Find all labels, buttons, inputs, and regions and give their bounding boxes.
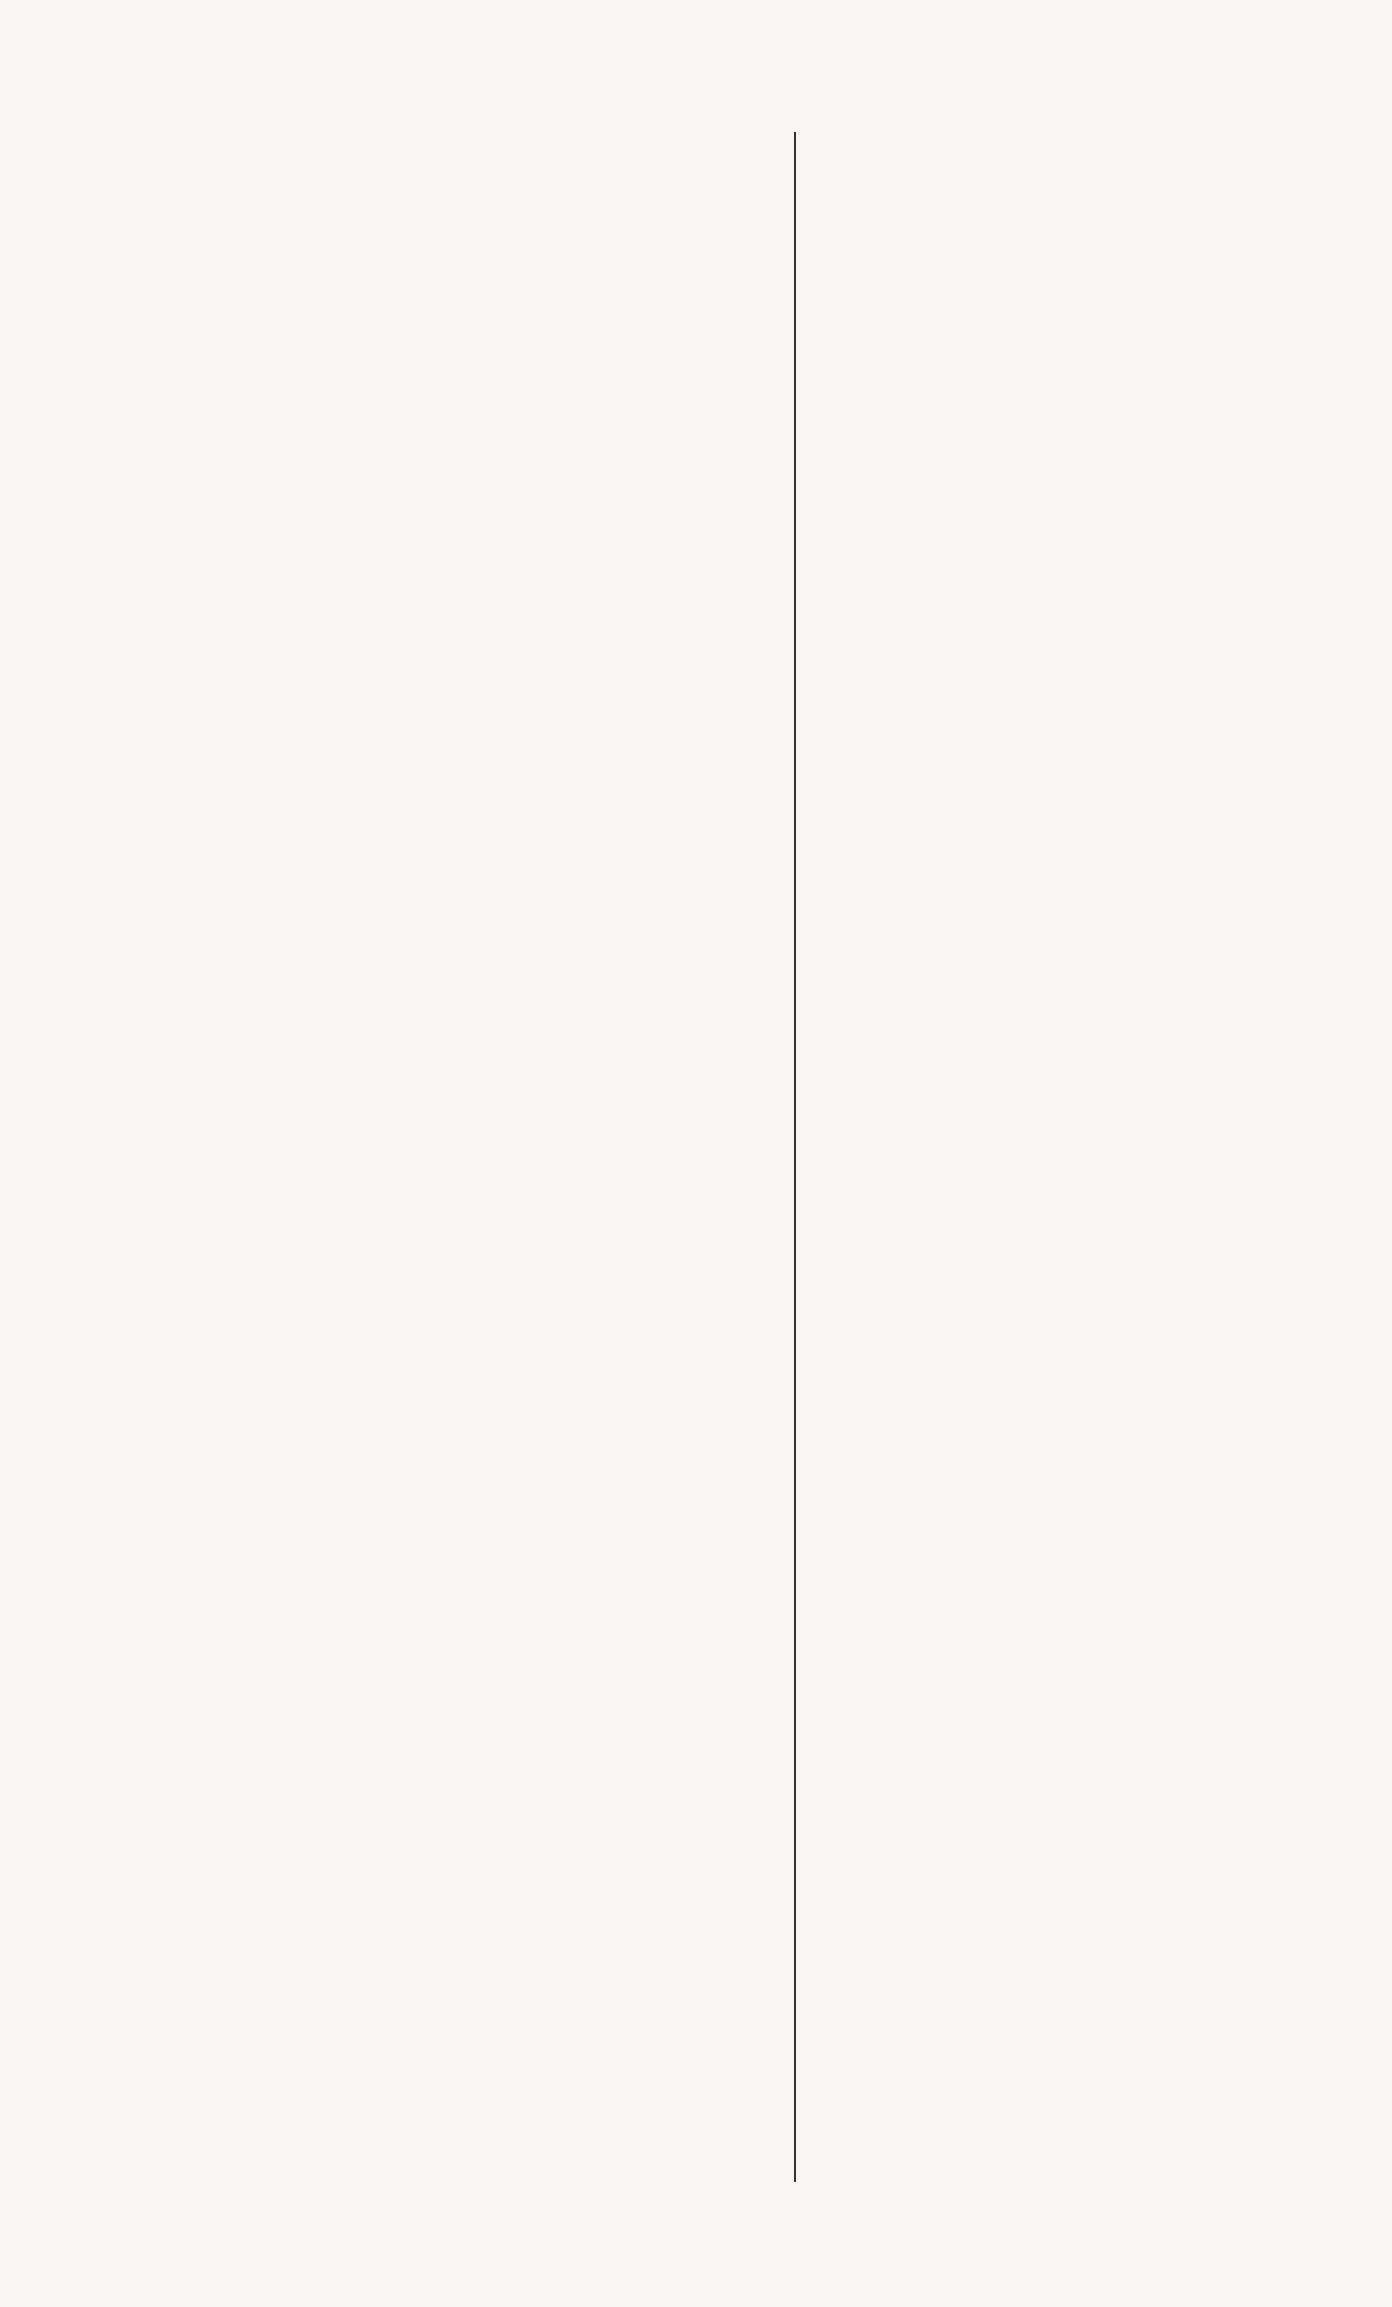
column-divider — [794, 132, 796, 2182]
